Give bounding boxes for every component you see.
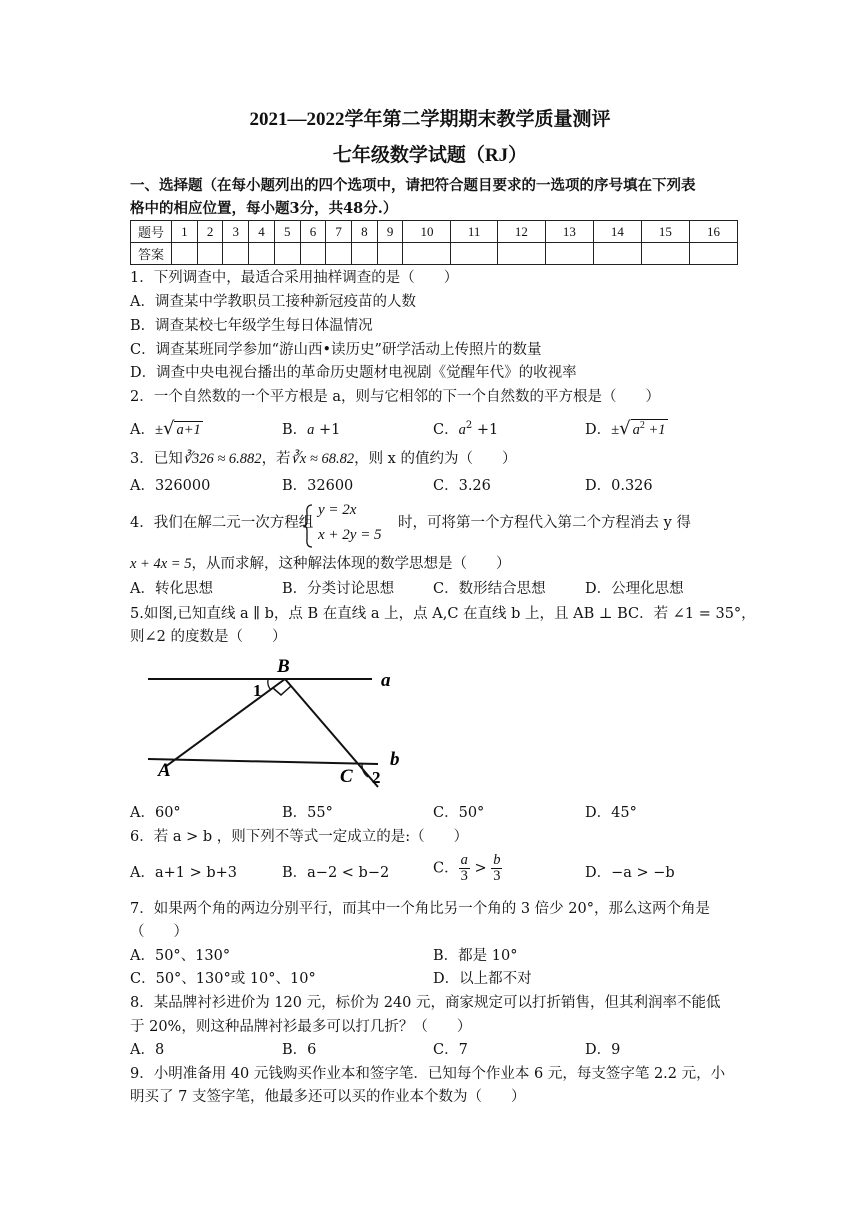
question-number-cell: 1: [172, 221, 198, 243]
q2-option-d: D．±√ $a^2 +1$: [585, 418, 666, 439]
answer-cell[interactable]: [403, 243, 451, 265]
question-number-cell: 15: [641, 221, 689, 243]
q5-option-b: B．55°: [282, 805, 333, 821]
question-number-cell: 12: [497, 221, 545, 243]
q8-option-c: C．7: [433, 1042, 468, 1058]
label-line-a: a: [381, 670, 391, 691]
q4-equation-2: x + 2y = 5: [318, 527, 382, 543]
option-label: D．: [585, 422, 612, 438]
q8-option-a: A．8: [130, 1042, 165, 1058]
brace-icon: [302, 503, 314, 549]
option-label: B．: [282, 422, 308, 438]
answer-cell[interactable]: [497, 243, 545, 265]
answer-cell[interactable]: [641, 243, 689, 265]
answer-cell[interactable]: [545, 243, 593, 265]
q9-stem-line2: 明买了 7 支签字笔，他最多还可以买的作业本个数为（ ）: [130, 1089, 526, 1105]
segment-ab: [165, 679, 285, 767]
q6-option-d: D．−a > −b: [585, 865, 675, 881]
line-b: [148, 759, 378, 764]
answer-cell[interactable]: [172, 243, 198, 265]
q4-stem-a: 4．我们在解二元一次方程组: [130, 515, 314, 531]
q2-option-b: B．a +1: [282, 422, 341, 438]
question-number-cell: 4: [249, 221, 275, 243]
q1-stem: 1．下列调查中，最适合采用抽样调查的是（ ）: [130, 270, 459, 286]
answer-cell[interactable]: [689, 243, 737, 265]
q8-stem-line2: 于 20%，则这种品牌衬衫最多可以打几折？（ ）: [130, 1019, 472, 1035]
q8-stem-line1: 8．某品牌衬衫进价为 120 元，标价为 240 元，商家规定可以打折销售，但其利润率不能低: [130, 995, 721, 1011]
question-number-cell: 10: [403, 221, 451, 243]
answer-table-answer-row: [131, 243, 738, 265]
q3-option-a: A．326000: [130, 478, 211, 494]
section-header-line1: 一、选择题（在每小题列出的四个选项中，请把符合题目要求的一选项的序号填在下列表: [130, 177, 696, 194]
q7-stem-line2: （ ）: [130, 924, 188, 940]
q3-stem-part: ，则 x 的值约为（ ）: [354, 451, 517, 467]
option-label: C．: [433, 860, 459, 877]
question-number-cell: 11: [451, 221, 497, 243]
q1-option-a: A．调查某中学教职员工接种新冠疫苗的人数: [130, 294, 416, 310]
question-number-cell: 2: [197, 221, 223, 243]
segment-bc: [285, 679, 378, 787]
q1-option-d: D．调查中央电视台播出的革命历史题材电视剧《觉醒年代》的收视率: [130, 365, 577, 381]
fraction: [491, 853, 502, 884]
question-number-cell: 3: [223, 221, 249, 243]
question-number-cell: 6: [300, 221, 326, 243]
q9-stem-line1: 9．小明准备用 40 元钱购买作业本和签字笔．已知每个作业本 6 元，每支签字笔 2.2 元，小: [130, 1066, 726, 1082]
q6-option-a: A．a+1 > b+3: [130, 865, 238, 881]
q1-option-b: B．调查某校七年级学生每日体温情况: [130, 318, 373, 334]
q3-given-expression: ∛x ≈ 68.82: [290, 451, 355, 467]
option-label: A．: [130, 422, 155, 438]
q4-stem-part: ，从而求解，这种解法体现的数学思想是（ ）: [191, 556, 511, 572]
q3-stem-part: ，若: [261, 451, 291, 467]
q6-stem: 6．若 a > b ，则下列不等式一定成立的是:（ ）: [130, 829, 469, 845]
q3-given-expression: ∛326 ≈ 6.882: [182, 451, 262, 467]
q1-option-c: C．调查某班同学参加“游山西•读历史”研学活动上传照片的数量: [130, 342, 542, 358]
q3-stem-part: 3．已知: [130, 451, 183, 467]
answer-cell[interactable]: [377, 243, 403, 265]
table-header-cell: 题号: [131, 221, 172, 243]
q7-option-b: B．都是 10°: [433, 948, 518, 964]
q3-stem: [130, 450, 516, 468]
q7-stem-line1: 7．如果两个角的两边分别平行，而其中一个角比另一个角的 3 倍少 20°，那么这两个角是: [130, 901, 710, 917]
q6-option-c: [433, 853, 502, 884]
q5-geometry-figure: [140, 652, 410, 792]
answer-cell[interactable]: [274, 243, 300, 265]
q7-option-c: C．50°、130°或 10°、10°: [130, 971, 316, 987]
section-header-line2: 格中的相应位置，每小题3分，共48分.）: [130, 200, 398, 217]
fraction-denominator: 3: [493, 868, 501, 884]
q7-option-a: A．50°、130°: [130, 948, 231, 964]
answer-cell[interactable]: [326, 243, 352, 265]
q3-option-c: C．3.26: [433, 478, 491, 494]
label-line-b: b: [390, 749, 400, 770]
q5-option-a: A．60°: [130, 805, 181, 821]
q2-stem: 2．一个自然数的一个平方根是 a，则与它相邻的下一个自然数的平方根是（ ）: [130, 389, 660, 405]
label-c: C: [340, 766, 353, 787]
answer-cell[interactable]: [451, 243, 497, 265]
q5-option-d: D．45°: [585, 805, 637, 821]
q6-option-b: B．a−2 < b−2: [282, 865, 390, 881]
q5-stem-line2: 则∠2 的度数是（ ）: [130, 629, 287, 645]
question-number-cell: 16: [689, 221, 737, 243]
fraction-numerator: b: [493, 852, 501, 868]
question-number-cell: 8: [352, 221, 378, 243]
question-number-cell: 7: [326, 221, 352, 243]
fraction-numerator: a: [460, 852, 468, 868]
answer-cell[interactable]: [249, 243, 275, 265]
answer-table-number-row: [131, 221, 738, 243]
q4-equation-1: y = 2x: [318, 502, 357, 518]
answer-cell[interactable]: [223, 243, 249, 265]
q3-option-b: B．32600: [282, 478, 354, 494]
label-b: B: [277, 656, 290, 677]
q2-option-c: C．$a^2 +1$: [433, 420, 499, 438]
label-angle-2: 2: [372, 768, 381, 787]
table-header-cell: 答案: [131, 243, 172, 265]
q4-option-d: D．公理化思想: [585, 581, 684, 597]
q4-stem-line2: [130, 555, 510, 573]
q4-option-c: C．数形结合思想: [433, 581, 546, 597]
q7-option-d: D．以上都不对: [433, 971, 532, 987]
exam-title: 2021—2022学年第二学期期末教学质量测评: [249, 109, 611, 130]
q4-stem-b: 时，可将第一个方程代入第二个方程消去 y 得: [398, 515, 691, 531]
option-label: C．: [433, 422, 459, 438]
q4-option-a: A．转化思想: [130, 581, 213, 597]
q2-option-a: A．±√ a+1: [130, 418, 201, 439]
question-number-cell: 14: [593, 221, 641, 243]
q5-stem-line1: 5.如图,已知直线 a ∥ b，点 B 在直线 a 上，点 A,C 在直线 b 上，且 AB ⊥ BC．若 ∠1 = 35°，: [130, 606, 756, 622]
exam-subtitle: 七年级数学试题（RJ）: [332, 145, 528, 166]
q4-option-b: B．分类讨论思想: [282, 581, 395, 597]
answer-cell[interactable]: [300, 243, 326, 265]
question-number-cell: 9: [377, 221, 403, 243]
label-angle-1: 1: [253, 681, 262, 700]
answer-cell[interactable]: [593, 243, 641, 265]
fraction: [459, 853, 470, 884]
q8-option-b: B．6: [282, 1042, 317, 1058]
q4-substituted-equation: x + 4x = 5: [130, 556, 192, 572]
q3-option-d: D．0.326: [585, 478, 653, 494]
q8-option-d: D．9: [585, 1042, 621, 1058]
answer-cell[interactable]: [352, 243, 378, 265]
right-angle-mark-icon: [273, 686, 291, 695]
answer-cell[interactable]: [197, 243, 223, 265]
question-number-cell: 5: [274, 221, 300, 243]
question-number-cell: 13: [545, 221, 593, 243]
label-a-point: A: [158, 760, 171, 781]
fraction-denominator: 3: [460, 868, 468, 884]
angle1-arc-icon: [268, 679, 271, 690]
answer-table: [130, 220, 738, 265]
q5-option-c: C．50°: [433, 805, 485, 821]
comparison-operator: >: [474, 860, 487, 877]
